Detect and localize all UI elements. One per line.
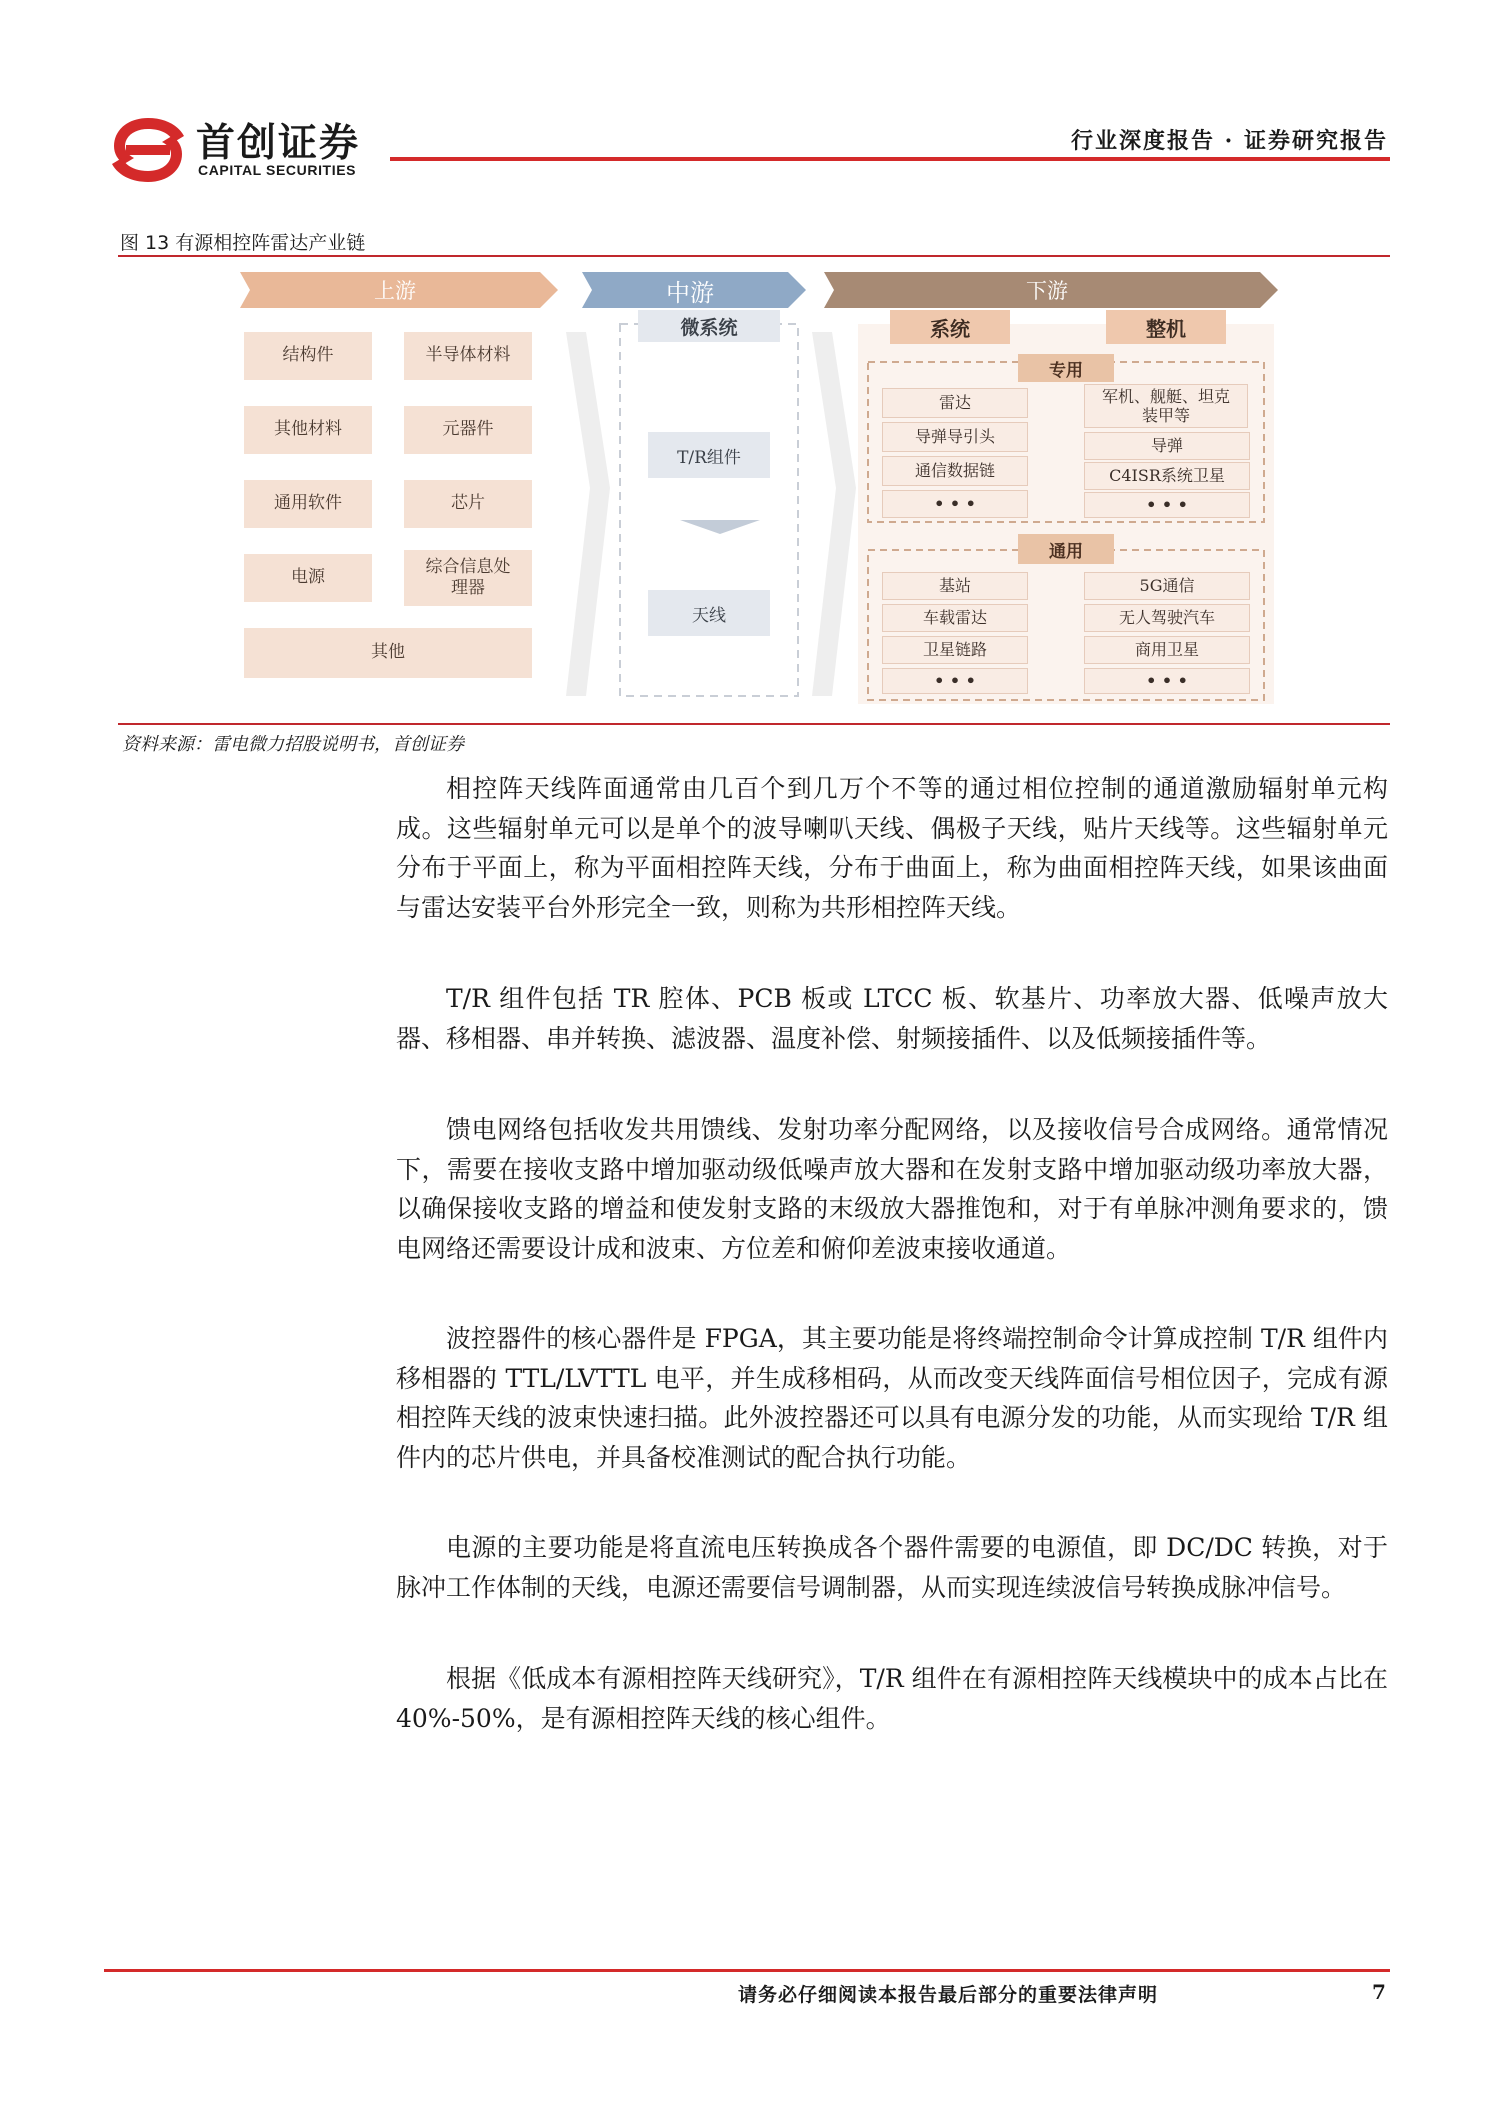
figure-title: 图 13 有源相控阵雷达产业链 <box>120 232 366 254</box>
general-system-item: 卫星链路 <box>882 636 1028 664</box>
general-system-item: 车载雷达 <box>882 604 1028 632</box>
downstream-machine-header: 整机 <box>1106 310 1226 344</box>
upstream-item: 半导体材料 <box>404 332 532 380</box>
stage-midstream-label: 中游 <box>666 278 714 307</box>
logo-wordmark: 首创证券 <box>196 121 361 166</box>
figure-source: 资料来源：雷电微力招股说明书，首创证券 <box>122 734 464 755</box>
downstream-system-header: 系统 <box>890 310 1010 344</box>
figure-bottom-rule <box>118 723 1390 725</box>
general-system-item: • • • <box>882 668 1028 694</box>
upstream-item: 元器件 <box>404 406 532 454</box>
logo-mark <box>108 114 188 186</box>
general-system-item: 基站 <box>882 572 1028 600</box>
footer-disclaimer: 请务必仔细阅读本报告最后部分的重要法律声明 <box>738 1984 1159 2006</box>
header-divider <box>390 157 1390 161</box>
special-system-item: • • • <box>882 490 1028 518</box>
stage-downstream-label: 下游 <box>1026 279 1068 303</box>
upstream-item: 其他材料 <box>244 406 372 454</box>
upstream-item: 综合信息处理器 <box>404 550 532 606</box>
midstream-item: 天线 <box>648 590 770 636</box>
logo-subtitle: CAPITAL SECURITIES <box>198 162 357 178</box>
special-system-item: 通信数据链 <box>882 456 1028 486</box>
body-paragraph: T/R 组件包括 TR 腔体、PCB 板或 LTCC 板、软基片、功率放大器、低噪声放大器、移相器、串并转换、滤波器、温度补偿、射频接插件、以及低频接插件等。 <box>396 984 1388 1053</box>
footer-divider <box>104 1969 1390 1972</box>
industry-chain-diagram <box>240 268 1290 708</box>
body-paragraph: 波控器件的核心器件是 FPGA，其主要功能是将终端控制命令计算成控制 T/R 组件内移相器的 TTL/LVTTL 电平，并生成移相码，从而改变天线阵面信号相位因子，完成有源相控阵天线的波束快速扫描。此外波控器还可以具有电源分发的功能，从而实现给 T/R 组件内的芯片供电，并具备校准测试的配合执行功能。 <box>396 1324 1388 1472</box>
midstream-item: T/R组件 <box>648 432 770 478</box>
special-system-item: 导弹导引头 <box>882 422 1028 452</box>
page-number: 7 <box>1372 1980 1386 2004</box>
special-machine-item: C4ISR系统卫星 <box>1084 462 1250 490</box>
special-system-item: 雷达 <box>882 388 1028 418</box>
general-use-tag: 通用 <box>1018 534 1114 564</box>
body-paragraph: 根据《低成本有源相控阵天线研究》，T/R 组件在有源相控阵天线模块中的成本占比在 40%-50%，是有源相控阵天线的核心组件。 <box>396 1664 1388 1733</box>
general-machine-item: 无人驾驶汽车 <box>1084 604 1250 632</box>
upstream-item: 电源 <box>244 554 372 602</box>
special-machine-item: • • • <box>1084 492 1250 518</box>
general-machine-item: 商用卫星 <box>1084 636 1250 664</box>
general-machine-item: • • • <box>1084 668 1250 694</box>
midstream-microsystem-label: 微系统 <box>638 310 780 342</box>
upstream-item: 其他 <box>244 628 532 678</box>
stage-upstream-label: 上游 <box>374 279 416 303</box>
special-use-tag: 专用 <box>1018 354 1114 382</box>
upstream-item: 结构件 <box>244 332 372 380</box>
upstream-item: 通用软件 <box>244 480 372 528</box>
report-type: 行业深度报告 · 证券研究报告 <box>1071 128 1388 154</box>
body-paragraph: 馈电网络包括收发共用馈线、发射功率分配网络，以及接收信号合成网络。通常情况下，需要在接收支路中增加驱动级低噪声放大器和在发射支路中增加驱动级功率放大器，以确保接收支路的增益和使发射支路的末级放大器推饱和，对于有单脉冲测角要求的，馈电网络还需要设计成和波束、方位差和俯仰差波束接收通道。 <box>396 1115 1388 1263</box>
body-paragraph: 相控阵天线阵面通常由几百个到几万个不等的通过相位控制的通道激励辐射单元构成。这些辐射单元可以是单个的波导喇叭天线、偶极子天线，贴片天线等。这些辐射单元分布于平面上，称为平面相控阵天线，分布于曲面上，称为曲面相控阵天线，如果该曲面与雷达安装平台外形完全一致，则称为共形相控阵天线。 <box>396 774 1388 922</box>
figure-top-rule <box>118 255 1390 257</box>
general-machine-item: 5G通信 <box>1084 572 1250 600</box>
special-machine-item: 导弹 <box>1084 432 1250 460</box>
upstream-item: 芯片 <box>404 480 532 528</box>
body-paragraph: 电源的主要功能是将直流电压转换成各个器件需要的电源值，即 DC/DC 转换，对于脉冲工作体制的天线，电源还需要信号调制器，从而实现连续波信号转换成脉冲信号。 <box>396 1533 1388 1602</box>
special-machine-item: 军机、舰艇、坦克装甲等 <box>1084 384 1248 428</box>
